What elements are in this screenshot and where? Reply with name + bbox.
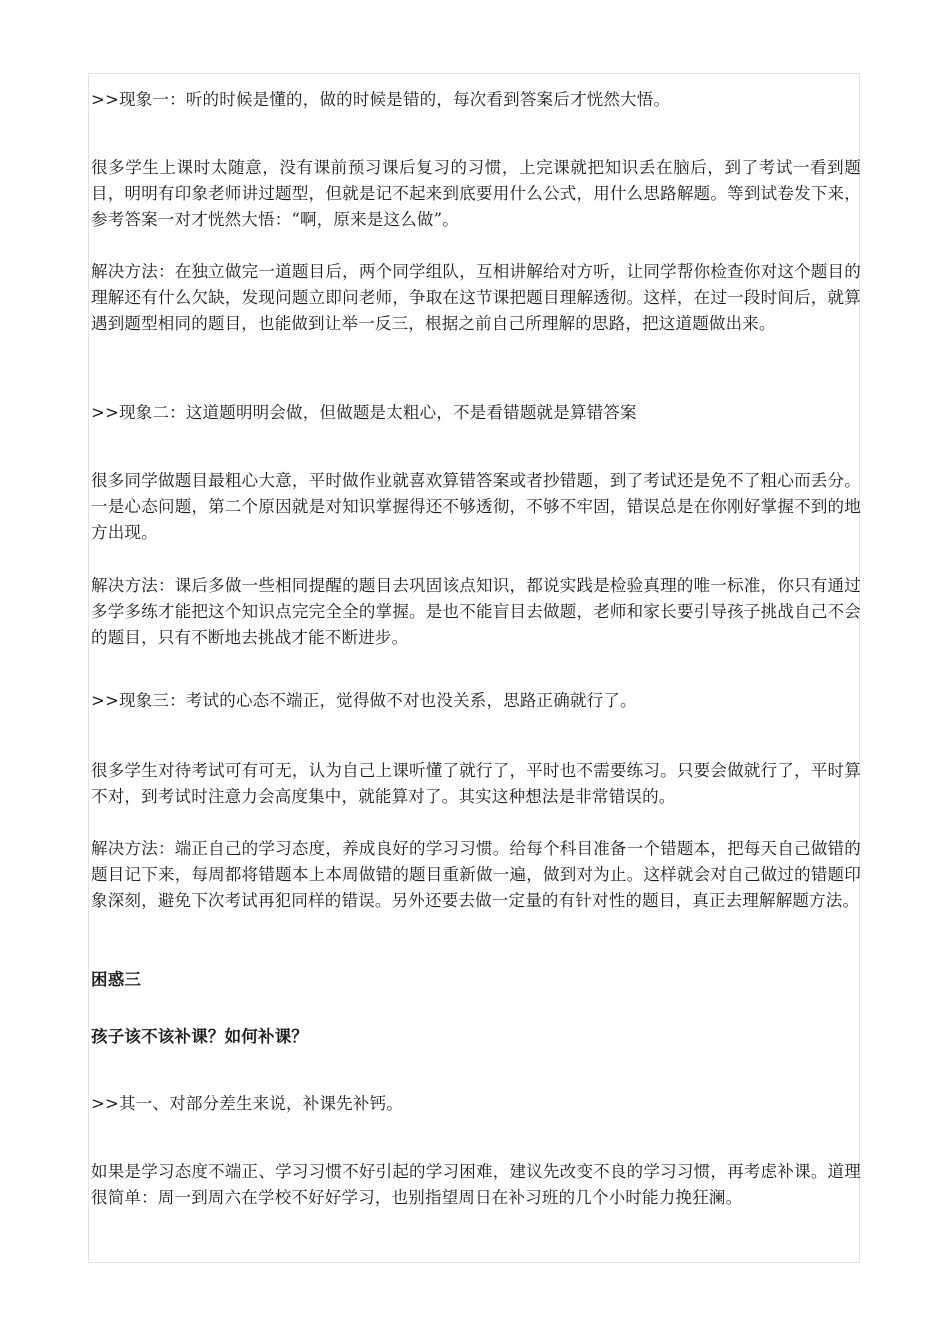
page-frame (88, 73, 860, 1263)
phenomenon-1-solution: 解决方法：在独立做完一道题目后，两个同学组队，互相讲解给对方听，让同学帮你检查你对这个题目的理解还有什么欠缺，发现问题立即问老师，争取在这节课把题目理解透彻。这样，在过一段时间后，就算遇到题型相同的题目，也能做到让举一反三，根据之前自己所理解的思路，把这道题做出来。 (91, 262, 861, 333)
phenomenon-2-heading: >>现象二：这道题明明会做，但做题是太粗心，不是看错题就是算错答案 (91, 403, 637, 422)
phenomenon-1-description: 很多学生上课时太随意，没有课前预习课后复习的习惯，上完课就把知识丢在脑后，到了考试一看到题目，明明有印象老师讲过题型，但就是记不起来到底要用什么公式，用什么思路解题。等到试卷发下来，参考答案一对才恍然大悟：“啊，原来是这么做”。 (91, 158, 861, 229)
phenomenon-2-description: 很多同学做题目最粗心大意，平时做作业就喜欢算错答案或者抄错题，到了考试还是免不了粗心而丢分。一是心态问题，第二个原因就是对知识掌握得还不够透彻，不够不牢固，错误总是在你刚好掌握不到的地方出现。 (91, 471, 861, 542)
point-1-heading: >>其一、对部分差生来说，补课先补钙。 (91, 1094, 403, 1113)
section-heading-confusion-3: 困惑三 (91, 970, 142, 989)
point-1-description: 如果是学习态度不端正、学习习惯不好引起的学习困难，建议先改变不良的学习习惯，再考虑补课。道理很简单：周一到周六在学校不好好学习，也别指望周日在补习班的几个小时能力挽狂澜。 (91, 1162, 861, 1207)
phenomenon-3-solution: 解决方法：端正自己的学习态度，养成良好的学习习惯。给每个科目准备一个错题本，把每天自己做错的题目记下来，每周都将错题本上本周做错的题目重新做一遍，做到对为止。这样就会对自己做过的错题印象深刻，避免下次考试再犯同样的错误。另外还要去做一定量的有针对性的题目，真正去理解解题方法。 (91, 839, 861, 910)
section-subheading-tutoring: 孩子该不该补课？如何补课？ (91, 1027, 309, 1046)
phenomenon-3-description: 很多学生对待考试可有可无，认为自己上课听懂了就行了，平时也不需要练习。只要会做就行了，平时算不对，到考试时注意力会高度集中，就能算对了。其实这种想法是非常错误的。 (91, 761, 861, 806)
phenomenon-1-heading: >>现象一：听的时候是懂的，做的时候是错的，每次看到答案后才恍然大悟。 (91, 90, 671, 109)
phenomenon-2-solution: 解决方法：课后多做一些相同提醒的题目去巩固该点知识，都说实践是检验真理的唯一标准，你只有通过多学多练才能把这个知识点完完全全的掌握。是也不能盲目去做题，老师和家长要引导孩子挑战自己不会的题目，只有不断地去挑战才能不断进步。 (91, 576, 861, 647)
phenomenon-3-heading: >>现象三：考试的心态不端正，觉得做不对也没关系，思路正确就行了。 (91, 691, 637, 710)
